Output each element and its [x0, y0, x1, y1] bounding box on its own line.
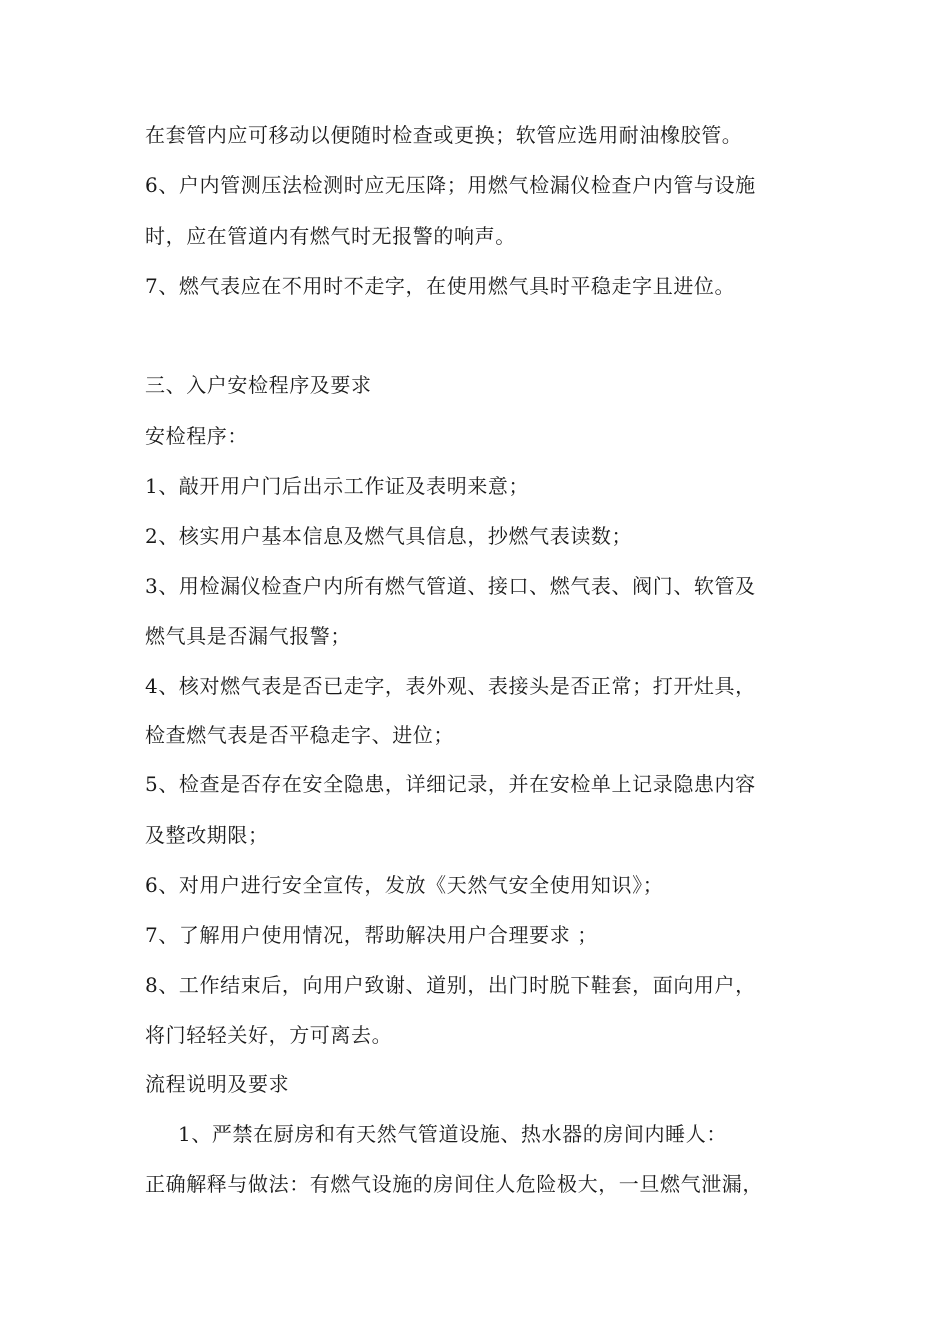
- procedure-step-3: 3、用检漏仪检查户内所有燃气管道、接口、燃气表、阀门、软管及: [145, 574, 756, 598]
- procedure-step-4-cont: 检查燃气表是否平稳走字、进位；: [145, 723, 454, 747]
- process-note-1: 1、严禁在厨房和有天然气管道设施、热水器的房间内睡人：: [178, 1122, 727, 1146]
- body-text-line: 在套管内应可移动以便随时检查或更换；软管应选用耐油橡胶管。: [145, 123, 743, 147]
- section-heading: 三、入户安检程序及要求: [145, 373, 372, 397]
- subheading-procedure: 安检程序：: [145, 424, 248, 448]
- subheading-process-notes: 流程说明及要求: [145, 1072, 290, 1096]
- procedure-step-8: 8、工作结束后，向用户致谢、道别，出门时脱下鞋套，面向用户，: [145, 973, 756, 997]
- procedure-step-4: 4、核对燃气表是否已走字，表外观、表接头是否正常；打开灶具，: [145, 674, 756, 698]
- procedure-step-7: 7、了解用户使用情况，帮助解决用户合理要求 ；: [145, 923, 598, 947]
- procedure-step-6: 6、对用户进行安全宣传，发放《天然气安全使用知识》；: [145, 873, 664, 897]
- procedure-step-8-cont: 将门轻轻关好，方可离去。: [145, 1023, 393, 1047]
- list-item-6-line: 6、户内管测压法检测时应无压降；用燃气检漏仪检查户内管与设施: [145, 173, 756, 197]
- procedure-step-5: 5、检查是否存在安全隐患，详细记录，并在安检单上记录隐患内容: [145, 772, 756, 796]
- procedure-step-3-cont: 燃气具是否漏气报警；: [145, 624, 351, 648]
- procedure-step-5-cont: 及整改期限；: [145, 823, 269, 847]
- list-item-7-line: 7、燃气表应在不用时不走字，在使用燃气具时平稳走字且进位。: [145, 274, 736, 298]
- process-note-1-explanation: 正确解释与做法：有燃气设施的房间住人危险极大，一旦燃气泄漏，: [145, 1172, 763, 1196]
- body-text-line: 时，应在管道内有燃气时无报警的响声。: [145, 224, 516, 248]
- procedure-step-2: 2、核实用户基本信息及燃气具信息，抄燃气表读数；: [145, 524, 633, 548]
- procedure-step-1: 1、敲开用户门后出示工作证及表明来意；: [145, 474, 530, 498]
